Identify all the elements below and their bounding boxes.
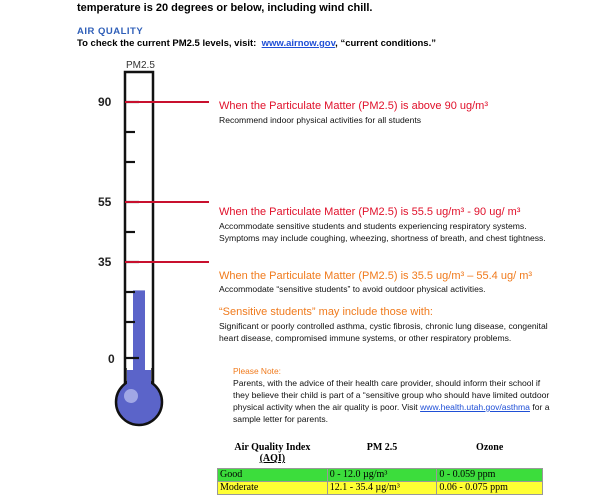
- threshold-line-90: [125, 101, 209, 103]
- note-text: Parents, with the advice of their health care provider, should inform their school if they believe their child is part of a “sensitive group who should have limited outdoor physical activity when the air quality is poor. Visit: [233, 378, 550, 412]
- table-row-good: [218, 468, 543, 481]
- level-90-body: Recommend indoor physical activities for all students: [219, 115, 422, 125]
- table-cell-pm25: 12.1 - 35.4 µg/m³: [327, 481, 437, 494]
- table-cell-category: Good: [218, 468, 328, 481]
- header-ozone: Ozone: [476, 442, 504, 453]
- thermometer-label: PM2.5: [126, 60, 155, 71]
- thermometer-neck: [127, 370, 151, 390]
- table-row-moderate: [218, 481, 543, 494]
- sensitive-body: Significant or poorly controlled asthma, cystic fibrosis, chronic lung disease, congenital heart disease, compromised immune systems, or other respiratory problems.: [219, 321, 548, 343]
- header-pm25: PM 2.5: [366, 442, 398, 453]
- health-utah-link[interactable]: www.health.utah.gov/asthma: [420, 402, 530, 412]
- air-quality-check-line: [77, 38, 436, 49]
- level-90-title: When the Particulate Matter (PM2.5) is above 90 ug/m³: [219, 100, 489, 112]
- level-35-title: When the Particulate Matter (PM2.5) is 35.5 ug/m³ – 55.4 ug/ m³: [219, 270, 533, 282]
- tick-label-35: 35: [98, 255, 112, 269]
- intro-text: temperature is 20 degrees or below, including wind chill.: [77, 2, 373, 14]
- table-cell-category: Moderate: [218, 481, 328, 494]
- air-quality-heading: AIR QUALITY: [77, 26, 144, 37]
- table-cell-pm25: 0 - 12.0 µg/m³: [327, 468, 437, 481]
- aqi-table-header: [218, 442, 543, 468]
- thermometer: [95, 70, 215, 450]
- tick-label-55: 55: [98, 195, 112, 209]
- tick-label-0: 0: [108, 352, 115, 366]
- table-cell-ozone: 0.06 - 0.075 ppm: [437, 481, 543, 494]
- threshold-line-55: [125, 201, 209, 203]
- level-35-body: Accommodate “sensitive students” to avoid outdoor physical activities.: [219, 284, 486, 294]
- table-cell-ozone: 0 - 0.059 ppm: [437, 468, 543, 481]
- bulb-highlight: [124, 389, 138, 403]
- note-title: Please Note:: [233, 366, 281, 376]
- header-aqi-label: Air Quality Index: [234, 442, 311, 453]
- header-aqi-abbrev: (AQI): [259, 453, 286, 464]
- airnow-link[interactable]: www.airnow.gov: [261, 38, 336, 49]
- level-55-body: Accommodate sensitive students and students experiencing respiratory systems. Symptoms may include coughing, wheezing, shortness of breath, and chest tightness.: [219, 221, 546, 243]
- tick-label-90: 90: [98, 95, 112, 109]
- aqi-table: [217, 442, 543, 495]
- sensitive-title: “Sensitive students” may include those with:: [219, 306, 433, 318]
- link-suffix: , “current conditions.”: [335, 38, 436, 49]
- check-text: To check the current PM2.5 levels, visit:: [77, 38, 257, 49]
- note-suffix: for a sample letter for parents.: [233, 402, 550, 424]
- header-aqi: [218, 442, 328, 468]
- threshold-line-35: [125, 261, 209, 263]
- note-body: [233, 377, 553, 425]
- level-55-title: When the Particulate Matter (PM2.5) is 55.5 ug/m³ - 90 ug/ m³: [219, 206, 521, 218]
